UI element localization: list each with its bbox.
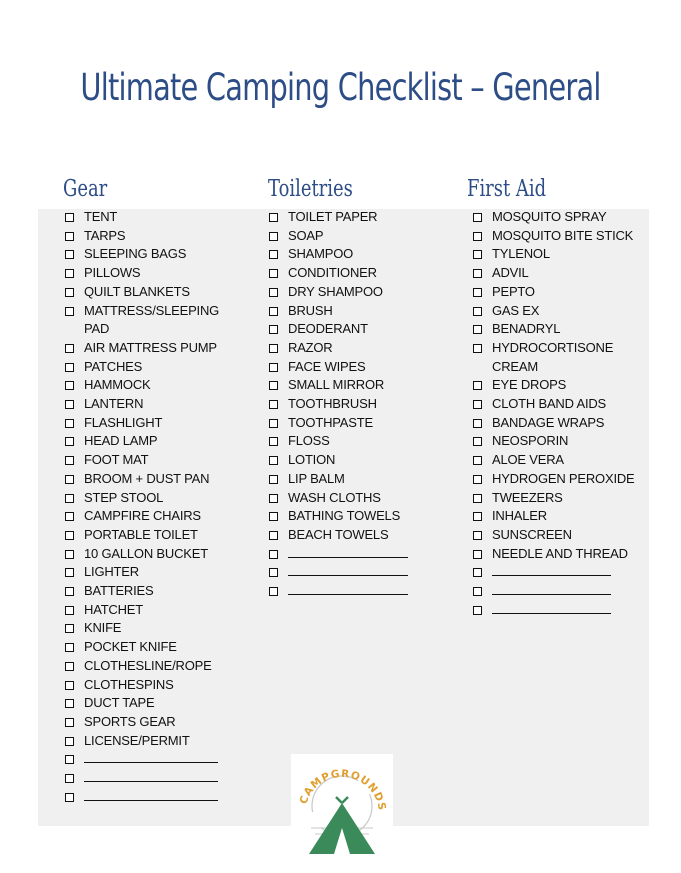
checklist-item-label: KNIFE (84, 620, 122, 636)
checklist-item (65, 451, 245, 470)
checklist-item-label: TYLENOL (492, 246, 550, 262)
checklist-item (269, 470, 449, 489)
checklist-item-label: CLOTHESPINS (84, 676, 174, 692)
checkbox[interactable] (65, 774, 74, 783)
checklist-item-label: HYDROGEN PEROXIDE (492, 470, 635, 486)
checkbox[interactable] (269, 325, 278, 334)
checklist-item-label: EYE DROPS (492, 377, 567, 393)
checklist-item-label: RAZOR (288, 339, 333, 355)
write-in-line[interactable] (492, 601, 611, 614)
checklist-item (65, 283, 245, 302)
checkbox[interactable] (269, 232, 278, 241)
checkbox[interactable] (269, 475, 278, 484)
write-in-line[interactable] (492, 582, 611, 595)
checkbox[interactable] (65, 718, 74, 727)
blank-checklist-item (473, 582, 643, 601)
checkbox[interactable] (269, 250, 278, 259)
checklist-item (269, 489, 449, 508)
gear-heading: Gear (63, 176, 108, 202)
checkbox[interactable] (269, 456, 278, 465)
checklist-item-label: PATCHES (84, 358, 143, 374)
checkbox[interactable] (65, 681, 74, 690)
checkbox[interactable] (65, 512, 74, 521)
checkbox[interactable] (65, 381, 74, 390)
checkbox[interactable] (269, 550, 278, 559)
checklist-item (65, 694, 245, 713)
checklist-item (473, 283, 643, 302)
checklist-item-label: ALOE VERA (492, 452, 564, 468)
checklist-item (473, 395, 643, 414)
checklist-item-label: PORTABLE TOILET (84, 526, 198, 542)
checkbox[interactable] (65, 494, 74, 503)
checkbox[interactable] (473, 344, 482, 353)
checklist-item (269, 526, 449, 545)
checklist-item-label: SMALL MIRROR (288, 377, 385, 393)
checklist-item (473, 264, 643, 283)
checklist-item-label: BATHING TOWELS (288, 508, 401, 524)
checklist-item-label: TOILET PAPER (288, 209, 378, 224)
checkbox[interactable] (473, 568, 482, 577)
checklist-item (269, 507, 449, 526)
checklist-item (473, 470, 643, 489)
checklist-item (65, 638, 245, 657)
checklist-item (473, 376, 643, 395)
checkbox[interactable] (269, 400, 278, 409)
checklist-item-label: MOSQUITO SPRAY (492, 209, 607, 224)
checklist-item-label: NEEDLE AND THREAD (492, 545, 628, 561)
checkbox[interactable] (473, 232, 482, 241)
checklist-item (65, 470, 245, 489)
checklist-item (473, 320, 643, 339)
first-aid-list (473, 208, 643, 619)
checklist-item-label: CAMPFIRE CHAIRS (84, 508, 201, 524)
checkbox[interactable] (65, 456, 74, 465)
checkbox[interactable] (269, 419, 278, 428)
checkbox[interactable] (65, 269, 74, 278)
checkbox[interactable] (269, 437, 278, 446)
checklist-item (65, 432, 245, 451)
checklist-item-label: CONDITIONER (288, 265, 377, 281)
blank-checklist-item (269, 545, 449, 564)
first-aid-heading: First Aid (467, 176, 547, 202)
checklist-item (65, 507, 245, 526)
checkbox[interactable] (65, 550, 74, 559)
checklist-item-label: HATCHET (84, 601, 144, 617)
checklist-item-label: DRY SHAMPOO (288, 283, 383, 299)
checkbox[interactable] (65, 606, 74, 615)
checklist-item-label: AIR MATTRESS PUMP (84, 339, 217, 355)
checklist-item-label: TARPS (84, 227, 126, 243)
checkbox[interactable] (269, 531, 278, 540)
checkbox[interactable] (65, 213, 74, 222)
checkbox[interactable] (269, 213, 278, 222)
checklist-item-label: WASH CLOTHS (288, 489, 381, 505)
checklist-item-label: BATTERIES (84, 583, 154, 599)
checklist-item (269, 245, 449, 264)
checklist-item (65, 713, 245, 732)
logo-text: CAMPGROUNDS (297, 767, 389, 813)
write-in-line[interactable] (288, 582, 408, 595)
checkbox[interactable] (65, 288, 74, 297)
checklist-item (269, 414, 449, 433)
checklist-item (65, 526, 245, 545)
checklist-item-label: PILLOWS (84, 265, 141, 281)
toiletries-heading: Toiletries (268, 176, 353, 202)
checklist-item-label: CLOTH BAND AIDS (492, 396, 607, 412)
page-title: Ultimate Camping Checklist – General (80, 66, 601, 109)
checklist-item (65, 227, 245, 246)
checkbox[interactable] (473, 269, 482, 278)
blank-checklist-item (65, 769, 245, 788)
checklist-item-label: TENT (84, 209, 118, 224)
checklist-item-label: MOSQUITO BITE STICK (492, 227, 634, 243)
checkbox[interactable] (65, 344, 74, 353)
checklist-item-label: 10 GALLON BUCKET (84, 545, 208, 561)
checkbox[interactable] (65, 232, 74, 241)
checkbox[interactable] (65, 531, 74, 540)
checklist-item-label: SUNSCREEN (492, 526, 572, 542)
checkbox[interactable] (65, 737, 74, 746)
checkbox[interactable] (269, 363, 278, 372)
checkbox[interactable] (473, 419, 482, 428)
checkbox[interactable] (473, 494, 482, 503)
blank-checklist-item (269, 582, 449, 601)
checklist-item-label: BEACH TOWELS (288, 526, 389, 542)
checklist-item-label: HAMMOCK (84, 377, 151, 393)
checklist-item (269, 264, 449, 283)
checklist-item-label: LIGHTER (84, 564, 139, 580)
checklist-item (269, 339, 449, 358)
checkbox[interactable] (65, 363, 74, 372)
checkbox[interactable] (65, 568, 74, 577)
write-in-line[interactable] (288, 545, 408, 558)
checklist-item-label: QUILT BLANKETS (84, 283, 190, 299)
checklist-item-label: SOAP (288, 227, 324, 243)
checklist-item (269, 227, 449, 246)
checklist-item-label: BRUSH (288, 302, 333, 318)
checklist-item-label: FLASHLIGHT (84, 414, 163, 430)
checklist-item-label: FACE WIPES (288, 358, 366, 374)
checklist-item (65, 545, 245, 564)
checklist-item (65, 732, 245, 751)
checkbox[interactable] (269, 587, 278, 596)
checklist-item (65, 489, 245, 508)
blank-checklist-item (473, 601, 643, 620)
checklist-item (65, 582, 245, 601)
checklist-item (473, 227, 643, 246)
checkbox[interactable] (473, 213, 482, 222)
checklist-item-label: DUCT TAPE (84, 695, 155, 711)
checklist-item (65, 358, 245, 377)
checklist-item-label: POCKET KNIFE (84, 639, 177, 655)
checkbox[interactable] (473, 512, 482, 521)
checklist-item (269, 208, 449, 227)
checkbox[interactable] (269, 568, 278, 577)
checkbox[interactable] (65, 400, 74, 409)
checkbox[interactable] (269, 288, 278, 297)
checklist-item-label: LOTION (288, 452, 336, 468)
checklist-item-label: TOOTHBRUSH (288, 396, 377, 412)
checklist-item-label: HYDROCORTISONE CREAM (492, 339, 614, 374)
checkbox[interactable] (473, 437, 482, 446)
checkbox[interactable] (65, 662, 74, 671)
write-in-line[interactable] (84, 769, 218, 782)
checklist-item (65, 657, 245, 676)
checkbox[interactable] (473, 456, 482, 465)
checklist-item (65, 601, 245, 620)
checkbox[interactable] (65, 793, 74, 802)
checklist-item (473, 526, 643, 545)
checklist-item (473, 245, 643, 264)
checklist-item-label: SLEEPING BAGS (84, 246, 187, 262)
checkbox[interactable] (473, 531, 482, 540)
write-in-line[interactable] (84, 750, 218, 763)
checkbox[interactable] (473, 250, 482, 259)
checkbox[interactable] (65, 250, 74, 259)
blank-checklist-item (473, 563, 643, 582)
checklist-item-label: DEODERANT (288, 321, 368, 337)
checklist-item (65, 245, 245, 264)
checklist-item (269, 395, 449, 414)
checklist-item (473, 302, 643, 321)
gear-list (65, 208, 245, 807)
checklist-item-label: FLOSS (288, 433, 330, 449)
checklist-item (473, 489, 643, 508)
checkbox[interactable] (269, 269, 278, 278)
checkbox[interactable] (65, 419, 74, 428)
checklist-item-label: TWEEZERS (492, 489, 563, 505)
checkbox[interactable] (473, 288, 482, 297)
checkbox[interactable] (473, 550, 482, 559)
checklist-item (269, 432, 449, 451)
checklist-item (473, 339, 643, 376)
checklist-item-label: MATTRESS/SLEEPING PAD (84, 302, 220, 337)
checklist-item-label: SPORTS GEAR (84, 713, 176, 729)
checklist-item-label: GAS EX (492, 302, 540, 318)
checkbox[interactable] (65, 475, 74, 484)
checklist-item-label: BENADRYL (492, 321, 561, 337)
blank-checklist-item (65, 788, 245, 807)
checkbox[interactable] (65, 699, 74, 708)
tent-icon (291, 754, 393, 856)
checklist-item (269, 283, 449, 302)
checklist-item-label: ADVIL (492, 265, 529, 281)
checkbox[interactable] (269, 512, 278, 521)
checklist-item (65, 619, 245, 638)
checklist-item-label: TOOTHPASTE (288, 414, 373, 430)
checklist-item-label: FOOT MAT (84, 452, 149, 468)
checkbox[interactable] (269, 307, 278, 316)
checklist-item (269, 320, 449, 339)
checklist-item (65, 264, 245, 283)
checklist-item-label: LICENSE/PERMIT (84, 732, 190, 748)
checkbox[interactable] (65, 755, 74, 764)
checklist-item (65, 676, 245, 695)
checklist-item (269, 451, 449, 470)
write-in-line[interactable] (288, 563, 408, 576)
checkbox[interactable] (473, 606, 482, 615)
blank-checklist-item (269, 563, 449, 582)
checkbox[interactable] (473, 325, 482, 334)
checkbox[interactable] (65, 587, 74, 596)
checklist-item (65, 302, 245, 339)
checklist-item-label: CLOTHESLINE/ROPE (84, 657, 212, 673)
checklist-item (473, 432, 643, 451)
checklist-item (473, 507, 643, 526)
checkbox[interactable] (65, 307, 74, 316)
checklist-item (65, 208, 245, 227)
campgrounds-360-logo (291, 754, 393, 856)
checklist-item (473, 545, 643, 564)
checklist-item-label: BROOM + DUST PAN (84, 470, 210, 486)
checklist-item-label: LANTERN (84, 396, 144, 412)
checklist-item (473, 414, 643, 433)
checkbox[interactable] (269, 381, 278, 390)
checklist-item (269, 358, 449, 377)
checklist-item-label: HEAD LAMP (84, 433, 158, 449)
checklist-item (65, 563, 245, 582)
write-in-line[interactable] (492, 563, 611, 576)
checklist-item (65, 339, 245, 358)
checklist-item-label: INHALER (492, 508, 547, 524)
checklist-item (473, 451, 643, 470)
checklist-item-label: LIP BALM (288, 470, 345, 486)
checklist-item (65, 376, 245, 395)
checkbox[interactable] (473, 307, 482, 316)
checkbox[interactable] (269, 494, 278, 503)
blank-checklist-item (65, 750, 245, 769)
checkbox[interactable] (65, 643, 74, 652)
checkbox[interactable] (269, 344, 278, 353)
checklist-item (65, 414, 245, 433)
checkbox[interactable] (473, 475, 482, 484)
checkbox[interactable] (473, 587, 482, 596)
checklist-item-label: SHAMPOO (288, 246, 354, 262)
checklist-item-label: STEP STOOL (84, 489, 164, 505)
toiletries-list (269, 208, 449, 601)
checklist-item (269, 302, 449, 321)
checklist-item-label: PEPTO (492, 283, 535, 299)
checkbox[interactable] (473, 381, 482, 390)
checkbox[interactable] (65, 437, 74, 446)
checklist-item (269, 376, 449, 395)
checklist-item-label: NEOSPORIN (492, 433, 569, 449)
checklist-item (65, 395, 245, 414)
checklist-item-label: BANDAGE WRAPS (492, 414, 605, 430)
checklist-item (473, 208, 643, 227)
checkbox[interactable] (473, 400, 482, 409)
checkbox[interactable] (65, 624, 74, 633)
write-in-line[interactable] (84, 788, 218, 801)
